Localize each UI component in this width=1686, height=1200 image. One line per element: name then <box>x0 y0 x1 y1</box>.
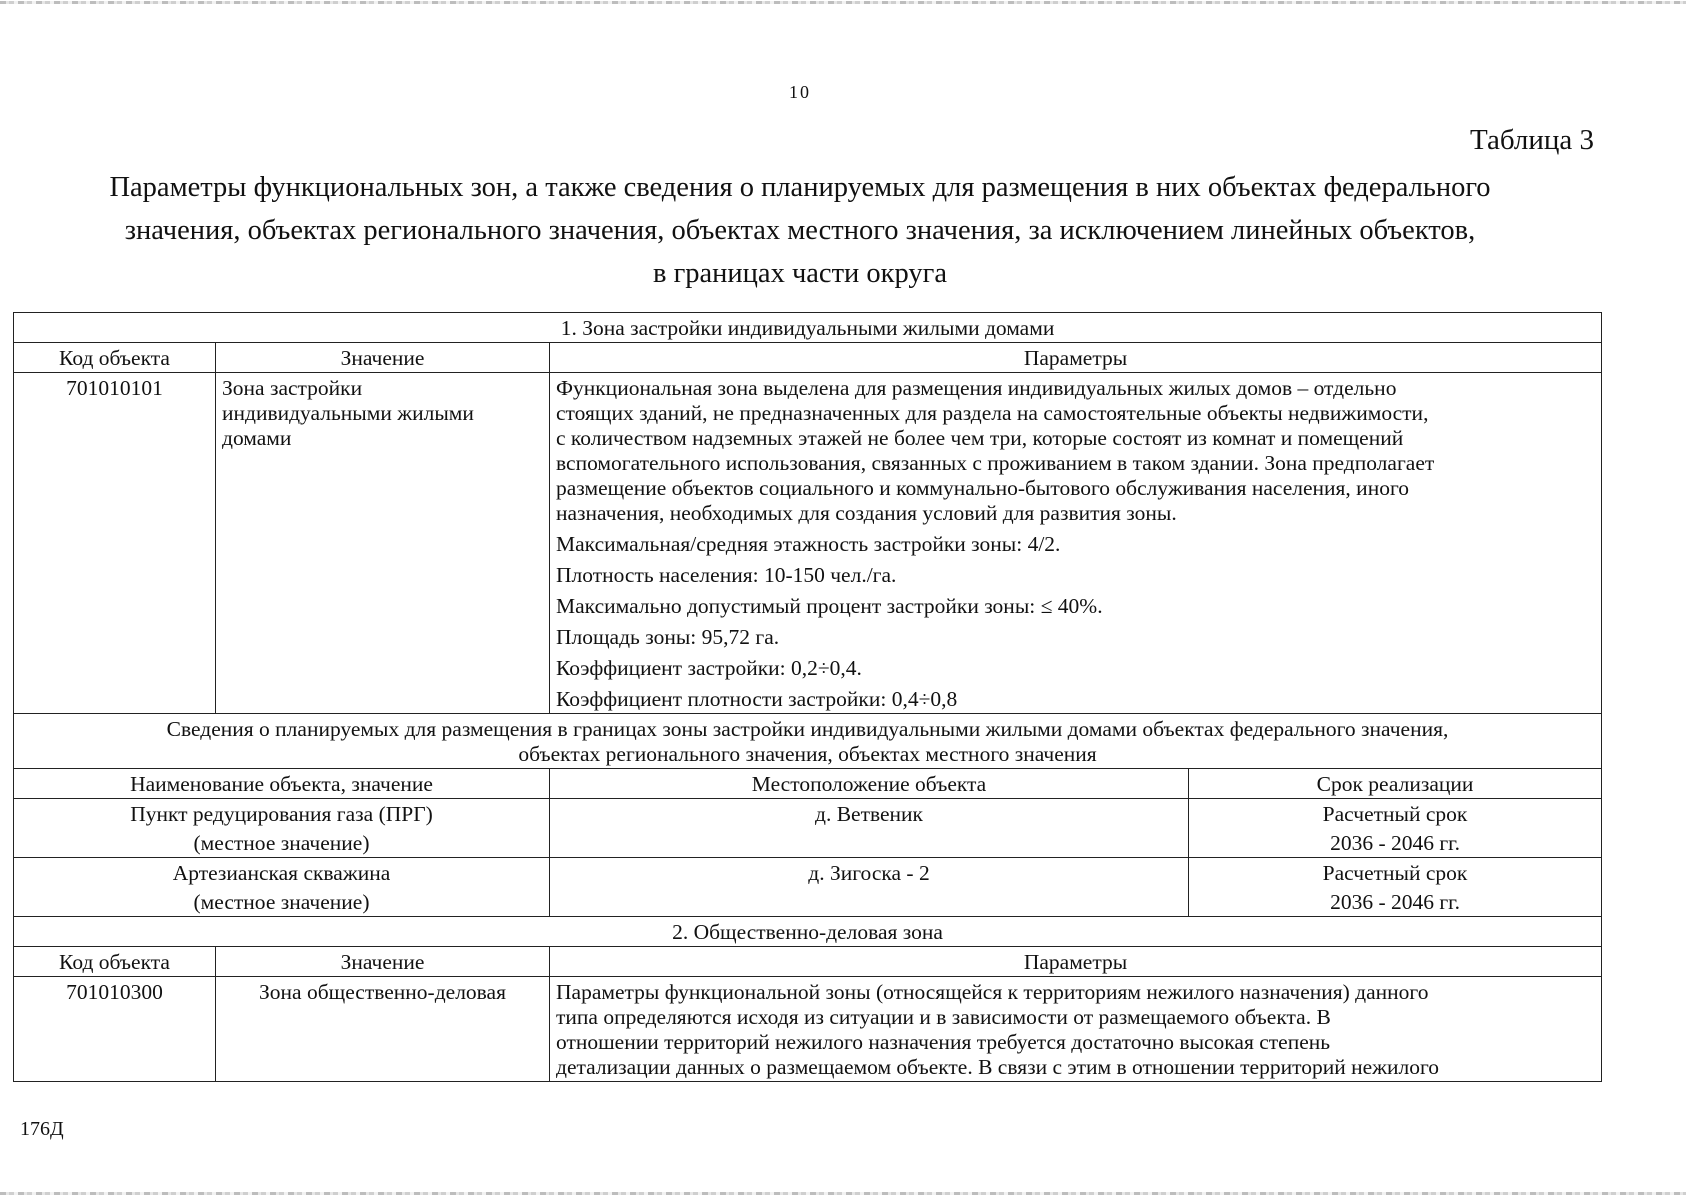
header-params: Параметры <box>550 947 1602 977</box>
planned-header-location: Местоположение объекта <box>550 769 1189 799</box>
zone2-header-row <box>14 947 1602 977</box>
description-line: детализации данных о размещаемом объекте. В связи с этим в отношении территорий нежилого <box>556 1055 1440 1079</box>
object-name: Пункт редуцирования газа (ПРГ) <box>130 802 433 826</box>
scan-edge-bottom <box>0 1192 1686 1195</box>
object-value: Зона общественно-деловая <box>216 977 550 1082</box>
zone1-title-row <box>14 313 1602 343</box>
scan-edge-top <box>0 1 1686 4</box>
value-line: домами <box>222 426 292 450</box>
param-item: Коэффициент застройки: 0,2÷0,4. <box>556 656 862 680</box>
zone1-header-row <box>14 343 1602 373</box>
object-parameters <box>550 373 1602 714</box>
param-item: Площадь зоны: 95,72 га. <box>556 625 780 649</box>
object-name: Артезианская скважина <box>172 861 391 885</box>
header-value: Значение <box>216 947 550 977</box>
header-params: Параметры <box>550 343 1602 373</box>
document-title <box>20 166 1580 295</box>
planned-object-row <box>14 858 1602 917</box>
title-line: в границах части округа <box>653 258 947 289</box>
term-label: Расчетный срок <box>1322 802 1468 826</box>
zone2-data-row <box>14 977 1602 1082</box>
description-line: вспомогательного использования, связанных с проживанием в таком здании. Зона предполагает <box>556 451 1435 475</box>
title-line: значения, объектах регионального значения, объектах местного значения, за исключением линейных объектов, <box>124 215 1476 246</box>
object-code: 701010300 <box>14 977 216 1082</box>
title-line: Параметры функциональных зон, а также сведения о планируемых для размещения в них объектах федерального <box>109 172 1491 203</box>
description-line: с количеством надземных этажей не более чем три, которые состоят из комнат и помещений <box>556 426 1404 450</box>
param-item: Максимальная/средняя этажность застройки зоны: 4/2. <box>556 532 1061 556</box>
planned-header-term: Срок реализации <box>1189 769 1602 799</box>
object-code: 701010101 <box>14 373 216 714</box>
value-line: Зона застройки <box>222 376 363 400</box>
planned-object-term <box>1189 858 1602 917</box>
description-line: размещение объектов социального и коммунально-бытового обслуживания населения, иного <box>556 476 1409 500</box>
footer-code: 176Д <box>20 1118 64 1140</box>
planned-object-term <box>1189 799 1602 858</box>
table-label: Таблица 3 <box>1469 124 1594 156</box>
zone1-title: 1. Зона застройки индивидуальными жилыми домами <box>14 313 1602 343</box>
param-item: Коэффициент плотности застройки: 0,4÷0,8 <box>556 687 958 711</box>
description-line: Параметры функциональной зоны (относящейся к территориям нежилого назначения) данного <box>556 980 1429 1004</box>
planned-header-row <box>14 769 1602 799</box>
planned-object-location: д. Ветвеник <box>550 799 1189 858</box>
object-parameters <box>550 977 1602 1082</box>
param-item: Максимально допустимый процент застройки зоны: ≤ 40%. <box>556 594 1103 618</box>
zones-table <box>13 312 1602 1082</box>
description-line: Функциональная зона выделена для размещения индивидуальных жилых домов – отдельно <box>556 376 1397 400</box>
header-code: Код объекта <box>14 343 216 373</box>
planned-object-location: д. Зигоска - 2 <box>550 858 1189 917</box>
page-number: 10 <box>789 82 811 102</box>
description-line: типа определяются исходя из ситуации и в зависимости от размещаемого объекта. В <box>556 1005 1331 1029</box>
planned-heading-row <box>14 714 1602 769</box>
term-years: 2036 - 2046 гг. <box>1330 890 1460 914</box>
term-label: Расчетный срок <box>1322 861 1468 885</box>
planned-object-row <box>14 799 1602 858</box>
planned-heading-line: Сведения о планируемых для размещения в границах зоны застройки индивидуальными жилыми домами объектах федерального значения, <box>166 717 1449 741</box>
planned-object-name <box>14 799 550 858</box>
object-significance: (местное значение) <box>193 890 370 914</box>
object-significance: (местное значение) <box>193 831 370 855</box>
header-code: Код объекта <box>14 947 216 977</box>
zone2-title: 2. Общественно-деловая зона <box>14 917 1602 947</box>
zone2-title-row <box>14 917 1602 947</box>
planned-header-name: Наименование объекта, значение <box>14 769 550 799</box>
term-years: 2036 - 2046 гг. <box>1330 831 1460 855</box>
planned-heading-line: объектах регионального значения, объектах местного значения <box>518 742 1097 766</box>
description-line: отношении территорий нежилого назначения требуется достаточно высокая степень <box>556 1030 1331 1054</box>
description-line: назначения, необходимых для создания условий для развития зоны. <box>556 501 1177 525</box>
param-item: Плотность населения: 10-150 чел./га. <box>556 563 897 587</box>
object-value <box>216 373 550 714</box>
zone1-data-row <box>14 373 1602 714</box>
planned-object-name <box>14 858 550 917</box>
value-line: индивидуальными жилыми <box>222 401 474 425</box>
description-line: стоящих зданий, не предназначенных для раздела на самостоятельные объекты недвижимости, <box>556 401 1429 425</box>
planned-heading <box>14 714 1602 769</box>
header-value: Значение <box>216 343 550 373</box>
